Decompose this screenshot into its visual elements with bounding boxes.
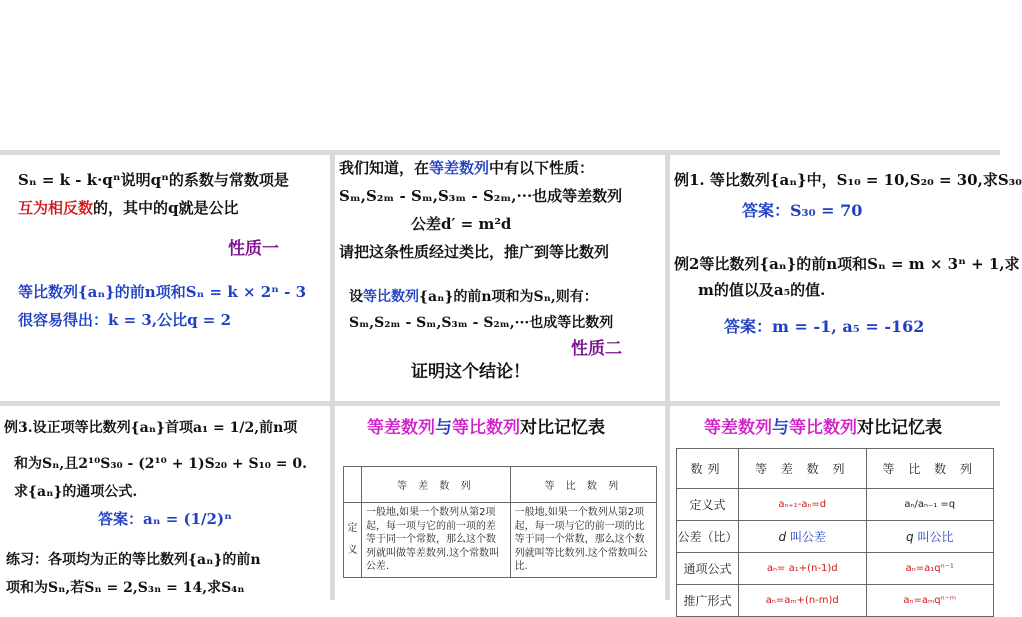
example-two-line1: 例2等比数列{aₙ}的前n项和Sₙ = m × 3ⁿ + 1,求 [674,255,1020,273]
header-blank-cell [344,467,362,503]
slide-panel-property-one[interactable] [0,155,330,401]
panel2-line5-pre: 设 [349,289,363,305]
row-label: 通项公式 [677,553,739,585]
arithmetic-cell: aₙ=aₘ+(n-m)d [739,585,867,617]
slide-panel-property-two[interactable] [335,155,665,401]
row-label: 公差（比） [677,521,739,553]
property-one-label: 性质一 [228,239,279,259]
arithmetic-cell [739,521,867,553]
table-row [677,553,994,585]
panel1-highlight: 互为相反数 [18,199,94,217]
geometric-term: 叫公比 [917,530,954,544]
header-geometric: 等 比 数 列 [510,467,656,503]
table-row [677,489,994,521]
geometric-definition: 一般地,如果一个数列从第2项起，每一项与它的前一项的比等于同一个常数，那么这个数列就叫等比数列.这个常数叫公比. [510,503,656,578]
definition-side-label: 定义 [344,503,362,578]
panel1-line3: 等比数列{aₙ}的前n项和Sₙ = k × 2ⁿ - 3 [18,283,307,301]
example-one: 例1. 等比数列{aₙ}中，S₁₀ = 10,S₂₀ = 30,求S₃₀ [674,171,1022,189]
table-header-row [677,449,994,489]
answer-three: 答案：aₙ = (1/2)ⁿ [98,510,232,528]
property-two-label: 性质二 [571,339,622,359]
title-geometric: 等比数列 [452,418,520,438]
geometric-cell [866,521,994,553]
table-row [677,585,994,617]
panel2-line1-post: 中有以下性质： [489,159,595,177]
example-three-line2: 和为Sₙ,且2¹⁰S₃₀ - (2¹⁰ + 1)S₂₀ + S₁₀ = 0. [14,456,307,472]
panel1-line4: 很容易得出：k = 3,公比q = 2 [18,311,232,329]
panel2-line1-highlight: 等差数列 [429,159,490,177]
geometric-symbol: q [906,530,914,544]
title-arithmetic: 等差数列 [704,418,772,438]
example-three-line1: 例3.设正项等比数列{aₙ}首项a₁ = 1/2,前n项 [4,420,298,436]
panel2-line2: Sₘ,S₂ₘ - Sₘ,S₃ₘ - S₂ₘ,···也成等差数列 [339,187,623,205]
title-table: 对比记忆表 [857,418,942,438]
panel2-line5 [349,289,598,306]
comparison-title [367,418,605,438]
slide-panel-example-three[interactable] [0,406,330,600]
arithmetic-definition: 一般地,如果一个数列从第2项起，每一项与它的前一项的差等于同一个常数，那么这个数列就叫做等差数列.这个常数叫公差. [362,503,511,578]
title-geometric: 等比数列 [789,418,857,438]
slide-panel-comparison-formulas[interactable] [670,406,1000,608]
panel2-line6: Sₘ,S₂ₘ - Sₘ,S₃ₘ - S₂ₘ,···也成等比数列 [349,315,614,331]
row-label: 定义式 [677,489,739,521]
geometric-cell: aₙ/aₙ₋₁ =q [866,489,994,521]
answer-two: 答案：m = -1, a₅ = -162 [724,317,925,336]
panel2-line4: 请把这条性质经过类比，推广到等比数列 [339,243,610,261]
answer-one: 答案：S₃₀ = 70 [742,201,863,220]
panel1-line2 [18,199,239,217]
panel2-line1-pre: 我们知道，在 [339,159,430,177]
arithmetic-cell: aₙ= a₁+(n-1)d [739,553,867,585]
arithmetic-symbol: d [778,530,787,544]
arithmetic-cell: aₙ₊₁-aₙ=d [739,489,867,521]
geometric-cell: aₙ=aₘqⁿ⁻ᵐ [866,585,994,617]
formula-comparison-table [676,448,994,617]
title-table: 对比记忆表 [520,418,605,438]
header-geometric: 等 比 数 列 [866,449,994,489]
header-arithmetic: 等 差 数 列 [362,467,511,503]
arithmetic-term: 叫公差 [789,530,826,544]
header-arithmetic: 等 差 数 列 [739,449,867,489]
panel2-line5-highlight: 等比数列 [363,289,419,305]
geometric-cell: aₙ=a₁qⁿ⁻¹ [866,553,994,585]
practice-line1: 练习：各项均为正的等比数列{aₙ}的前n [6,552,261,568]
header-sequence: 数列 [677,449,739,489]
example-three-line3: 求{aₙ}的通项公式. [14,484,138,500]
slide-panel-examples[interactable] [670,155,1022,401]
title-and: 与 [772,418,789,438]
definition-comparison-table [343,466,657,578]
panel1-line2-rest: 的，其中的q就是公比 [93,199,239,217]
example-two-line2: m的值以及a₅的值. [698,281,826,299]
practice-line2: 项和为Sₙ,若Sₙ = 2,S₃ₙ = 14,求S₄ₙ [6,580,245,596]
title-arithmetic: 等差数列 [367,418,435,438]
title-and: 与 [435,418,452,438]
comparison-title-2 [704,418,942,438]
table-header-row [344,467,657,503]
panel2-line3: 公差d′ = m²d [411,215,512,233]
table-row [677,521,994,553]
panel2-line1 [339,159,594,177]
row-label: 推广形式 [677,585,739,617]
slide-panel-comparison-definition[interactable] [335,406,665,600]
prove-prompt: 证明这个结论！ [411,362,530,382]
panel2-line5-post: {aₙ}的前n项和为Sₙ,则有： [419,289,598,305]
table-row [344,503,657,578]
panel1-line1: Sₙ = k - k·qⁿ说明qⁿ的系数与常数项是 [18,171,289,189]
